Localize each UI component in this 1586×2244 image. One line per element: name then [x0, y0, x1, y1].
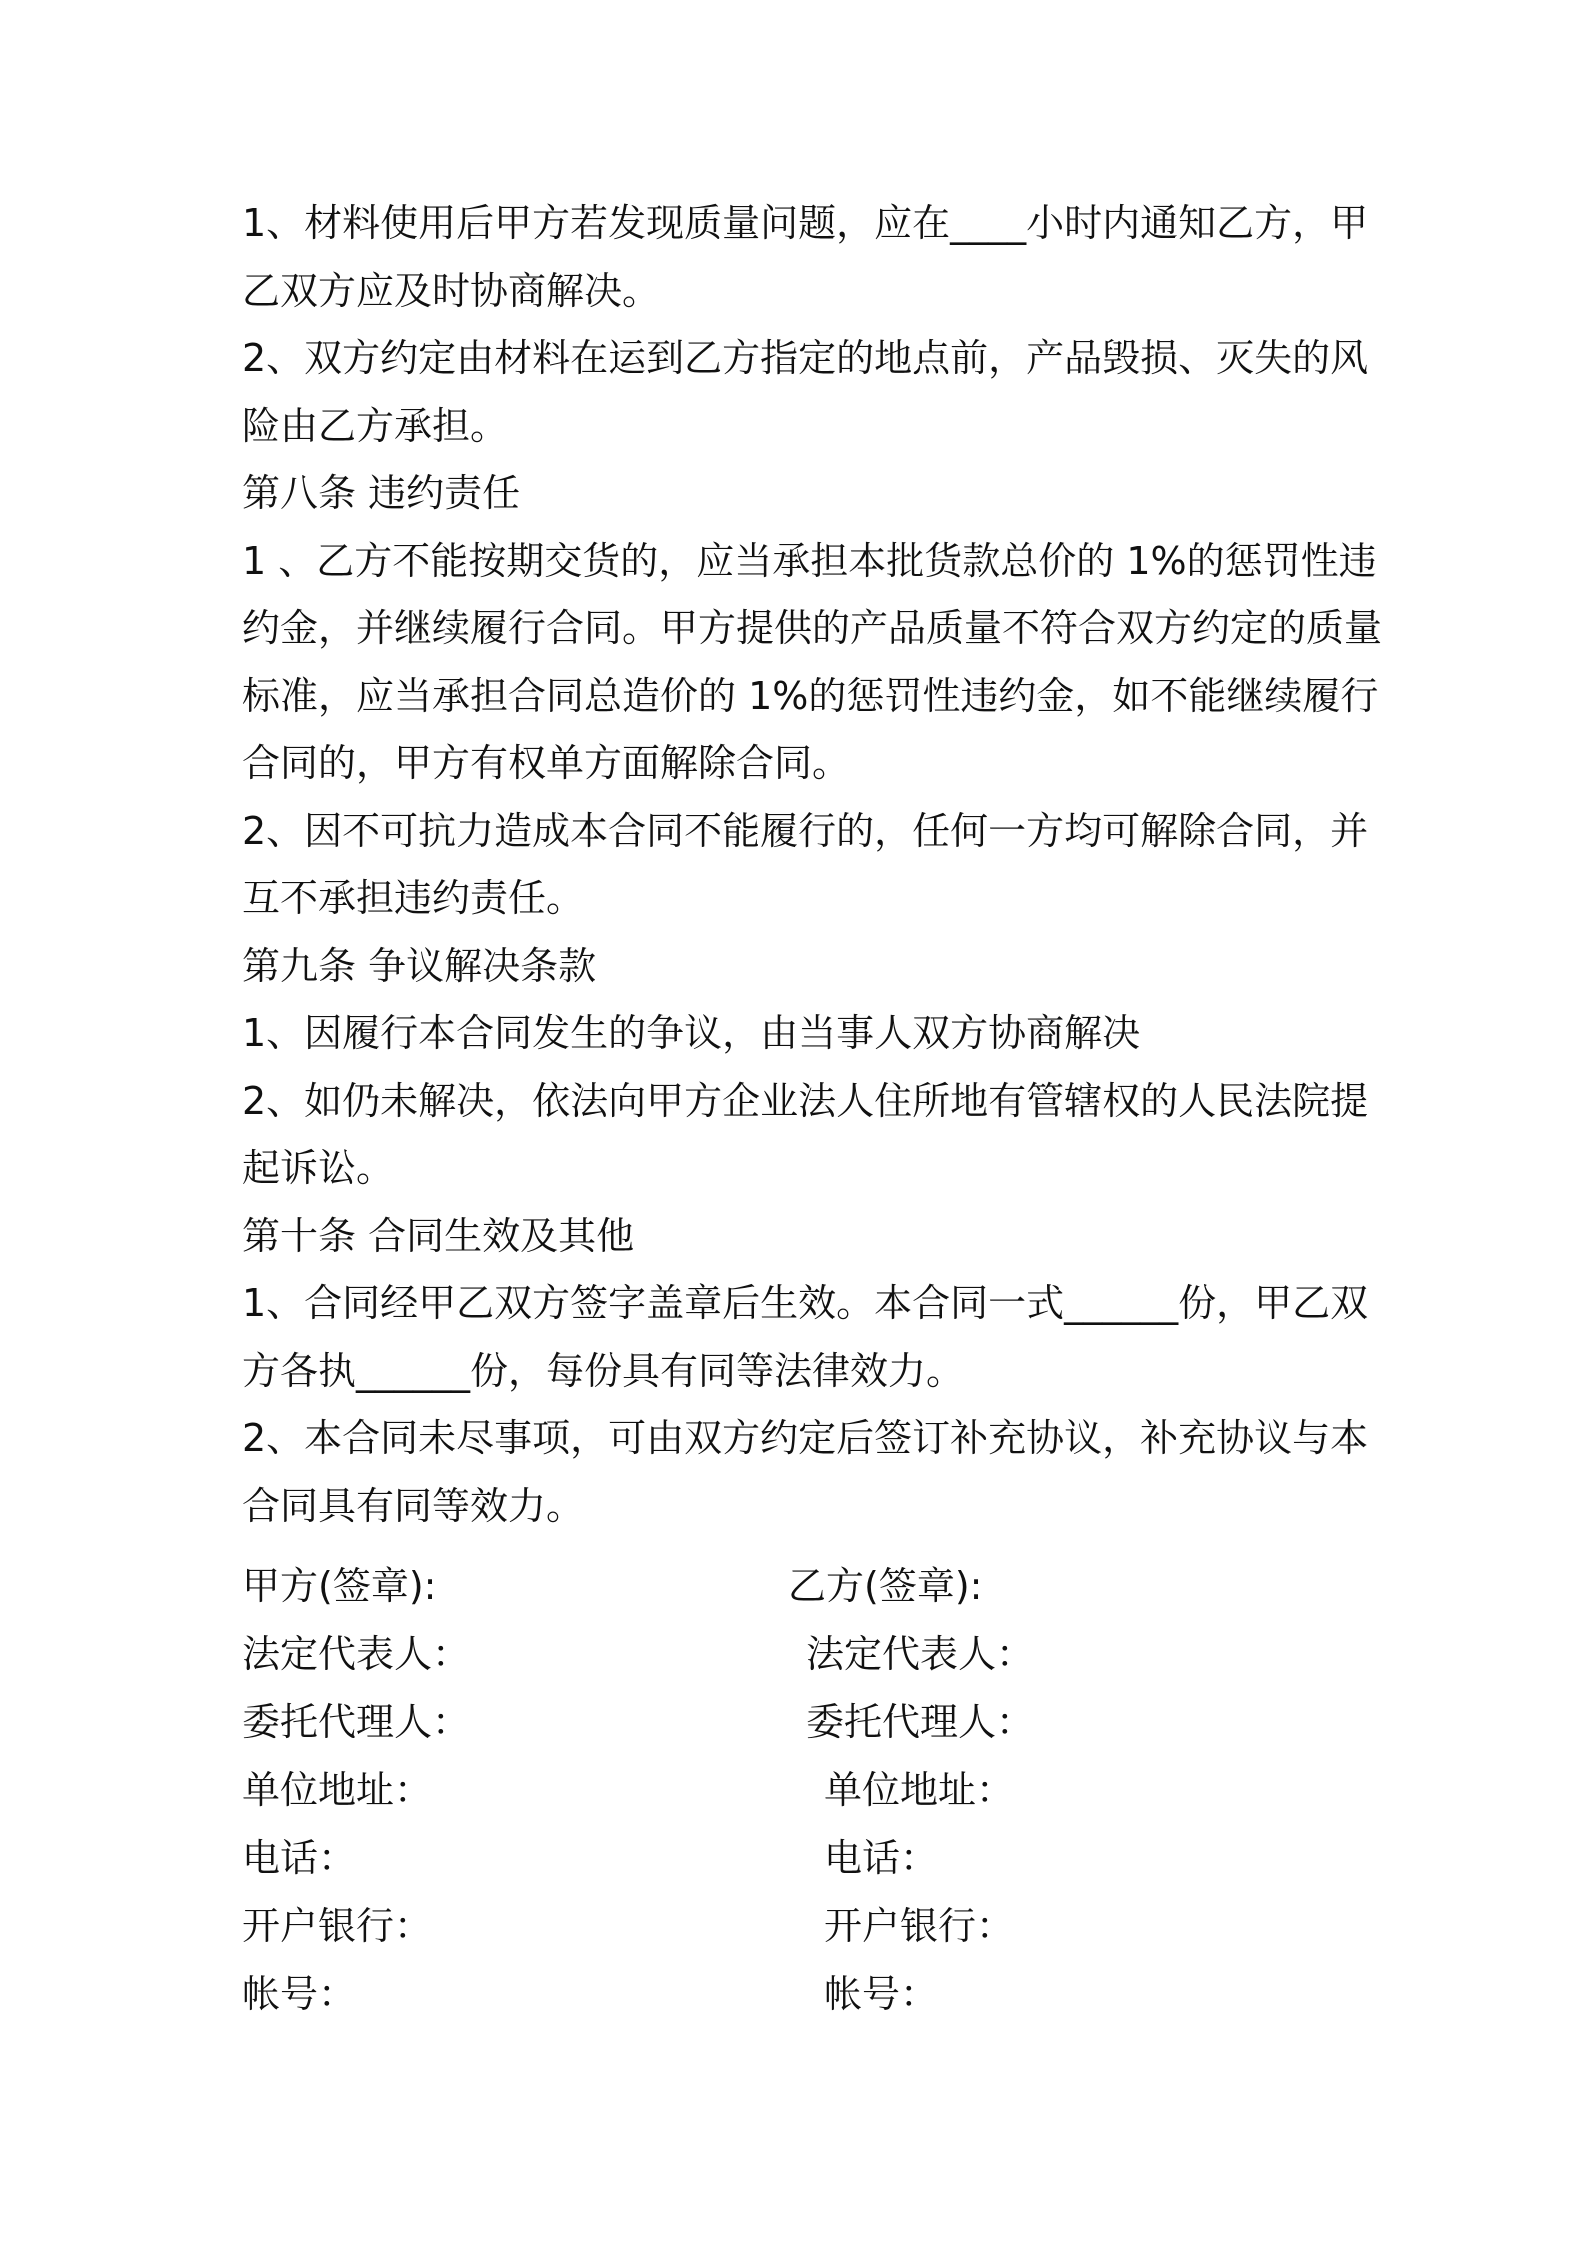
body-line: 方各执______份，每份具有同等法律效力。 — [242, 1348, 965, 1393]
body-line: 起诉讼。 — [242, 1146, 395, 1190]
party-b-seal-label: 乙方(签章): — [788, 1564, 983, 1608]
signature-row — [242, 1552, 1357, 1620]
body-line: 乙双方应及时协商解决。 — [242, 268, 661, 313]
signature-row — [242, 1892, 1357, 1960]
party-b-agent-label: 委托代理人： — [806, 1700, 1035, 1744]
party-b-address-label: 单位地址： — [824, 1768, 1015, 1812]
body-line: 2、双方约定由材料在运到乙方指定的地点前，产品毁损、灭失的风 — [242, 336, 1369, 380]
signature-row — [242, 1960, 1357, 2028]
body-line: 险由乙方承担。 — [242, 403, 509, 448]
body-line: 2、因不可抗力造成本合同不能履行的，任何一方均可解除合同，并 — [242, 808, 1369, 853]
body-line: 2、本合同未尽事项，可由双方约定后签订补充协议，补充协议与本 — [242, 1416, 1369, 1460]
signature-row — [242, 1824, 1357, 1892]
signature-row — [242, 1756, 1357, 1824]
signature-row — [242, 1620, 1357, 1688]
party-a-bank-label: 开户银行： — [242, 1904, 433, 1948]
party-b-legal-rep-label: 法定代表人： — [806, 1632, 1035, 1676]
party-a-address-label: 单位地址： — [242, 1768, 433, 1812]
body-line: 1、合同经甲乙双方签字盖章后生效。本合同一式______份，甲乙双 — [242, 1281, 1369, 1325]
section-heading-8: 第八条 违约责任 — [242, 471, 521, 515]
party-b-bank-label: 开户银行： — [824, 1904, 1015, 1948]
section-heading-9: 第九条 争议解决条款 — [242, 943, 597, 988]
body-line: 1、材料使用后甲方若发现质量问题，应在____小时内通知乙方，甲 — [242, 201, 1369, 245]
body-line: 约金，并继续履行合同。甲方提供的产品质量不符合双方约定的质量 — [242, 606, 1383, 650]
party-a-account-label: 帐号： — [242, 1972, 357, 2016]
party-a-agent-label: 委托代理人： — [242, 1700, 471, 1744]
party-a-phone-label: 电话： — [242, 1836, 357, 1880]
body-line: 1 、乙方不能按期交货的，应当承担本批货款总价的 1%的惩罚性违 — [242, 538, 1377, 583]
body-line: 标准，应当承担合同总造价的 1%的惩罚性违约金，如不能继续履行 — [242, 673, 1379, 718]
body-line: 1、因履行本合同发生的争议，由当事人双方协商解决 — [242, 1011, 1141, 1055]
party-b-phone-label: 电话： — [824, 1836, 939, 1880]
body-line: 合同的，甲方有权单方面解除合同。 — [242, 741, 851, 785]
signature-row — [242, 1688, 1357, 1756]
party-a-seal-label: 甲方(签章): — [242, 1564, 437, 1608]
section-heading-10: 第十条 合同生效及其他 — [242, 1213, 635, 1258]
signature-block — [242, 1552, 1357, 2028]
body-line: 互不承担违约责任。 — [242, 876, 585, 920]
body-line: 2、如仍未解决，依法向甲方企业法人住所地有管辖权的人民法院提 — [242, 1078, 1369, 1123]
body-line: 合同具有同等效力。 — [242, 1483, 585, 1528]
party-b-account-label: 帐号： — [824, 1972, 939, 2016]
party-a-legal-rep-label: 法定代表人： — [242, 1632, 471, 1676]
contract-body — [242, 190, 1383, 1540]
